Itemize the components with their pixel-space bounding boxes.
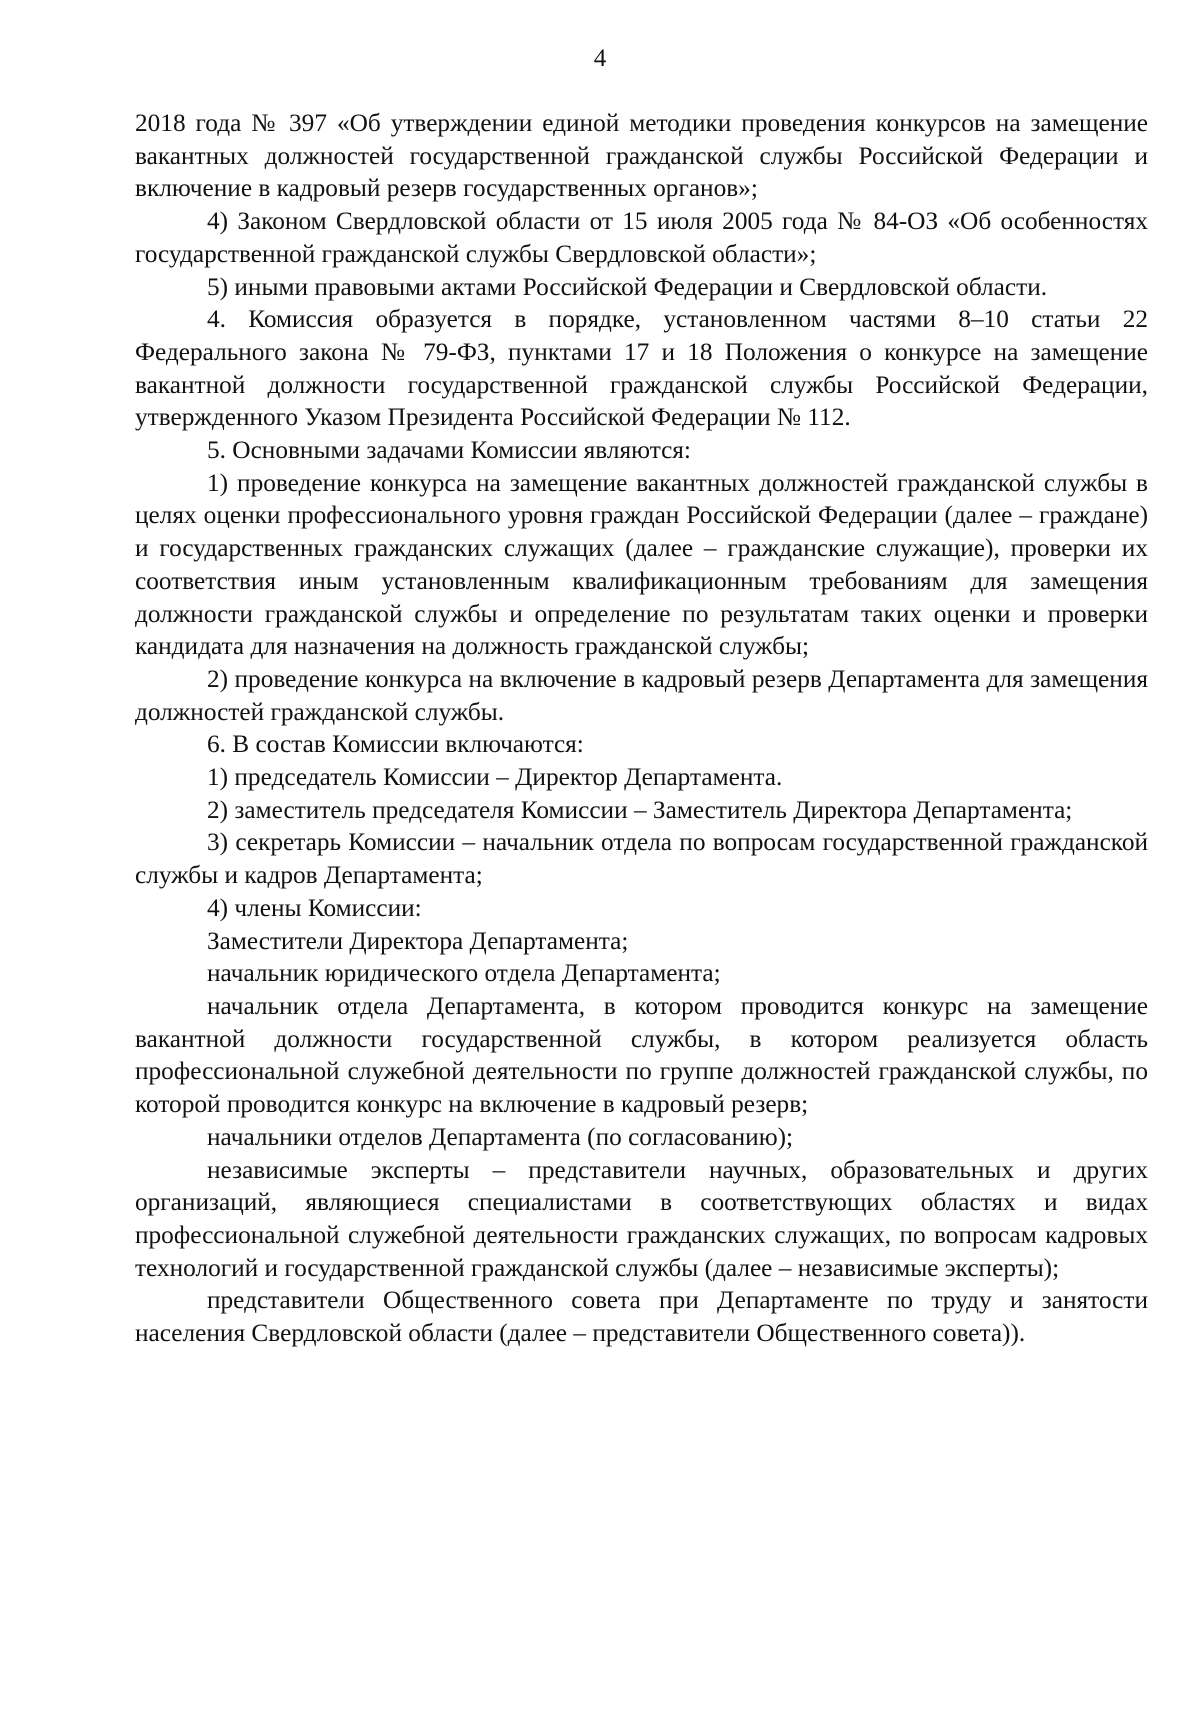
paragraph-member-deputy-directors: Заместители Директора Департамента; bbox=[207, 926, 629, 955]
paragraph-order-reference: 2018 года № 397 «Об утверждении единой методики проведения конкурсов на замещение вакантных должностей государственной гражданской службы Российской Федерации и включение в кадровый резерв государственных органов»; bbox=[135, 109, 1148, 203]
page-number: 4 bbox=[593, 45, 607, 72]
paragraph-member-public-council: представители Общественного совета при Департаменте по труду и занятости населения Свердловской области (далее – представители Общественного совета)). bbox=[135, 1286, 1148, 1348]
paragraph-task-1: 1) проведение конкурса на замещение вакантных должностей гражданской службы в целях оценки профессионального уровня граждан Российской Федерации (далее – граждане) и государственных гражданских служащих (далее – гражданские служащие), проверки их соответствия иным установленным квалификационным требованиям для замещения должности гражданской службы и определение по результатам таких оценки и проверки кандидата для назначения на должность гражданской службы; bbox=[135, 468, 1148, 661]
paragraph-item-4-regional-law: 4) Законом Свердловской области от 15 июля 2005 года № 84-ОЗ «Об особенностях государственной гражданской службы Свердловской области»; bbox=[135, 207, 1148, 268]
paragraph-member-independent-experts: независимые эксперты – представители научных, образовательных и других организаций, являющиеся специалистами в соответствующих областях и видах профессиональной служебной деятельности гражданских служащих, по вопросам кадровых технологий и государственной гражданской службы (далее – независимые эксперты); bbox=[135, 1155, 1148, 1282]
paragraph-member-deputy-chair: 2) заместитель председателя Комиссии – Заместитель Директора Департамента; bbox=[207, 795, 1073, 824]
paragraph-section-4-formation: 4. Комиссия образуется в порядке, установленном частями 8–10 статьи 22 Федерального закона № 79-ФЗ, пунктами 17 и 18 Положения о конкурсе на замещение вакантной должности государственной гражданской службы Российской Федерации, утвержденного Указом Президента Российской Федерации № 112. bbox=[135, 305, 1148, 432]
paragraph-members-heading: 4) члены Комиссии: bbox=[207, 893, 422, 922]
paragraph-member-legal-head: начальник юридического отдела Департамента; bbox=[207, 959, 721, 988]
paragraph-section-6-heading: 6. В состав Комиссии включаются: bbox=[207, 730, 584, 759]
paragraph-item-5-other-acts: 5) иными правовыми актами Российской Федерации и Свердловской области. bbox=[207, 272, 1048, 301]
paragraph-member-department-head: начальник отдела Департамента, в котором проводится конкурс на замещение вакантной должности государственной службы, в котором реализуется область профессиональной служебной деятельности по группе должностей гражданской службы, по которой проводится конкурс на включение в кадровый резерв; bbox=[135, 991, 1148, 1119]
paragraph-task-2: 2) проведение конкурса на включение в кадровый резерв Департамента для замещения должностей гражданской службы. bbox=[135, 664, 1148, 726]
paragraph-member-chair: 1) председатель Комиссии – Директор Департамента. bbox=[207, 763, 783, 792]
paragraph-section-5-heading: 5. Основными задачами Комиссии являются: bbox=[207, 436, 691, 465]
paragraph-member-division-heads: начальники отделов Департамента (по согласованию); bbox=[207, 1122, 794, 1151]
paragraph-member-secretary: 3) секретарь Комиссии – начальник отдела по вопросам государственной гражданской службы и кадров Департамента; bbox=[135, 828, 1148, 890]
document-body bbox=[135, 107, 1148, 1350]
